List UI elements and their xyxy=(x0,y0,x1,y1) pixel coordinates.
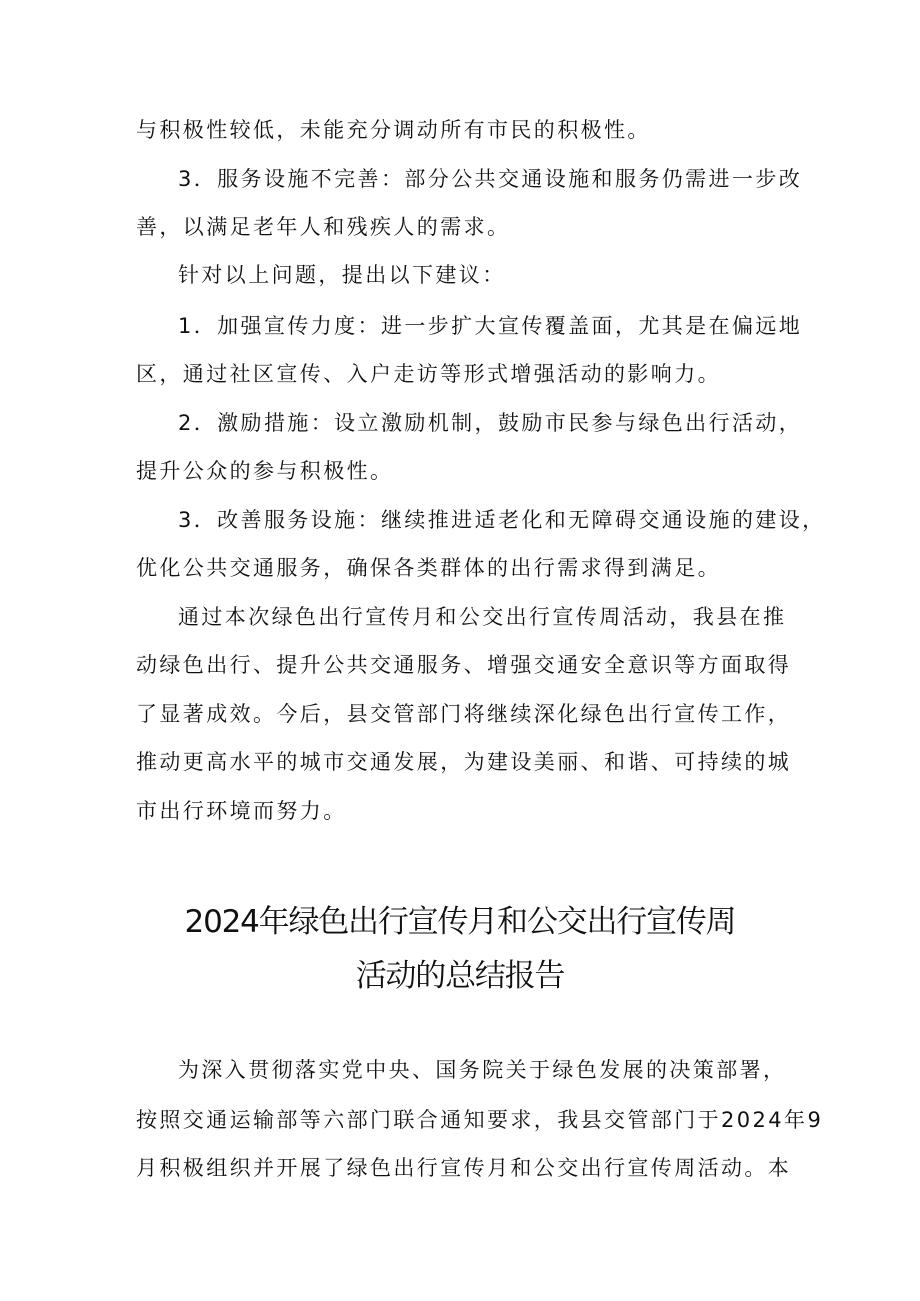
text-line: 市出行环境而努力。 xyxy=(136,799,347,823)
text-line: 提升公众的参与积极性。 xyxy=(136,459,394,483)
report-title-line-1: 2024年绿色出行宣传月和公交出行宣传周 xyxy=(184,904,736,940)
text-line: 2．激励措施：设立激励机制，鼓励市民参与绿色出行活动， xyxy=(178,411,803,435)
text-line: 3．改善服务设施：继续推进适老化和无障碍交通设施的建设， xyxy=(178,508,826,532)
intro-line: 为深入贯彻落实党中央、国务院关于绿色发展的决策部署， xyxy=(178,1058,787,1082)
text-line: 3．服务设施不完善：部分公共交通设施和服务仍需进一步改 xyxy=(178,167,803,191)
text-line: 通过本次绿色出行宣传月和公交出行宣传周活动，我县在推 xyxy=(178,605,787,629)
text-line: 针对以上问题，提出以下建议： xyxy=(178,263,506,287)
report-title-line-2: 活动的总结报告 xyxy=(355,958,565,994)
text-line: 优化公共交通服务，确保各类群体的出行需求得到满足。 xyxy=(136,556,721,580)
text-line: 了显著成效。今后，县交管部门将继续深化绿色出行宣传工作， xyxy=(136,702,792,726)
text-line: 动绿色出行、提升公共交通服务、增强交通安全意识等方面取得 xyxy=(136,653,792,677)
text-line: 善，以满足老年人和残疾人的需求。 xyxy=(136,215,511,239)
text-line: 1．加强宣传力度：进一步扩大宣传覆盖面，尤其是在偏远地 xyxy=(178,314,803,338)
text-line: 推动更高水平的城市交通发展，为建设美丽、和谐、可持续的城 xyxy=(136,750,792,774)
intro-line: 按照交通运输部等六部门联合通知要求，我县交管部门于2024年9 xyxy=(136,1108,824,1132)
text-line: 区，通过社区宣传、入户走访等形式增强活动的影响力。 xyxy=(136,362,721,386)
intro-line: 月积极组织并开展了绿色出行宣传月和公交出行宣传周活动。本 xyxy=(136,1156,792,1180)
text-line: 与积极性较低，未能充分调动所有市民的积极性。 xyxy=(136,118,651,142)
